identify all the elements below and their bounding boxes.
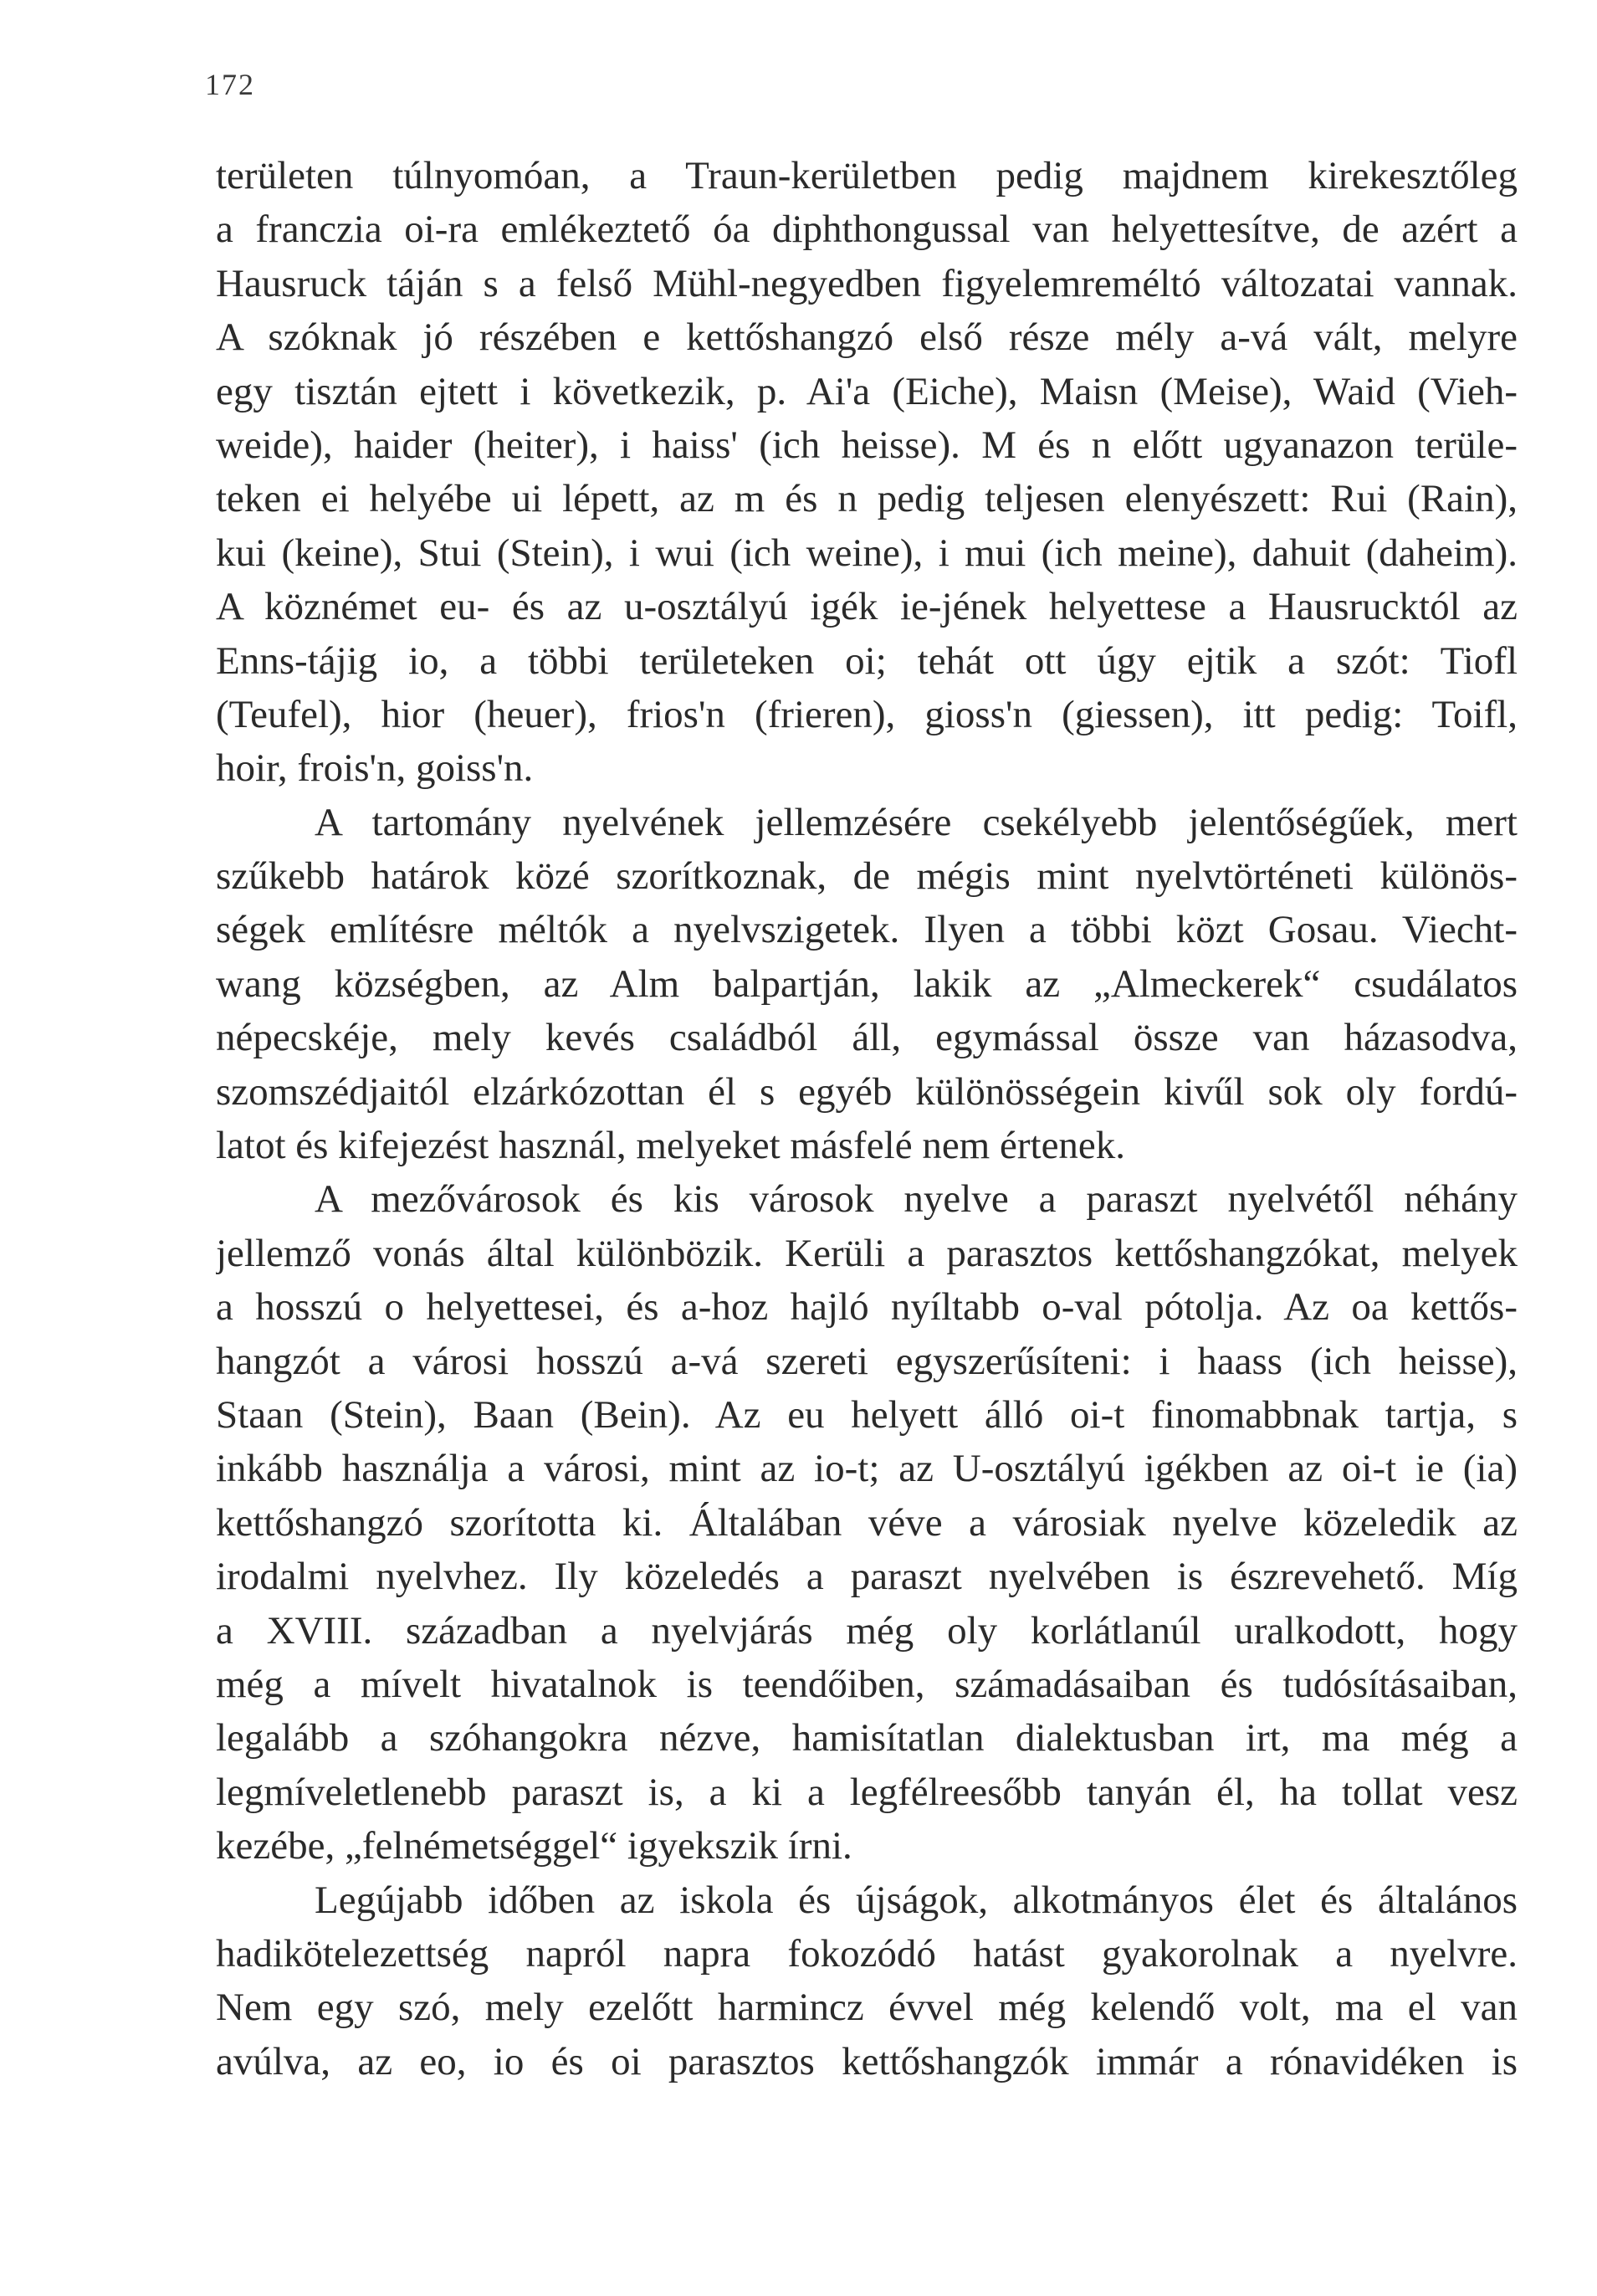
page-number: 172: [205, 68, 255, 101]
text-line: (Teufel), hior (heuer), frios'n (frieren), gioss'n (giessen), itt pedig: Toifl,: [216, 692, 1518, 736]
paragraph-1: [216, 149, 1518, 796]
text-line: népecskéje, mely kevés családból áll, egymással össze van házasodva,: [216, 1016, 1518, 1060]
text-line: Hausruck táján s a felső Mühl-negyedben figyelemreméltó változatai vannak.: [216, 261, 1518, 305]
paragraph-3: [216, 1172, 1518, 1873]
text-line: A tartomány nyelvének jellemzésére csekélyebb jelentőségűek, mert: [315, 800, 1518, 844]
text-line: A köznémet eu- és az u-osztályú igék ie-jének helyettese a Hausrucktól az: [216, 585, 1518, 629]
text-line: Staan (Stein), Baan (Bein). Az eu helyett álló oi-t finomabbnak tartja, s: [216, 1392, 1518, 1437]
text-line: wang községben, az Alm balpartján, lakik az „Almeckerek“ csudálatos: [216, 961, 1518, 1006]
text-line: A mezővárosok és kis városok nyelve a paraszt nyelvétől néhány: [315, 1177, 1518, 1222]
text-line: területen túlnyomóan, a Traun-kerületben pedig majdnem kirekesztőleg: [216, 154, 1518, 197]
text-line: ségek említésre méltók a nyelvszigetek. Ilyen a többi közt Gosau. Viecht-: [216, 908, 1518, 952]
text-line: legmíveletlenebb paraszt is, a ki a legfélreesőbb tanyán él, ha tollat vesz: [216, 1770, 1518, 1814]
text-line: a hosszú o helyettesei, és a-hoz hajló nyíltabb o-val pótolja. Az oa kettős-: [216, 1285, 1518, 1330]
text-line: hoir, frois'n, goiss'n.: [216, 746, 534, 791]
text-line: Enns-tájig io, a többi területeken oi; tehát ott úgy ejtik a szót: Tiofl: [216, 638, 1518, 683]
text-line: avúlva, az eo, io és oi parasztos kettőshangzók immár a rónavidéken is: [216, 2039, 1518, 2083]
text-line: Legújabb időben az iskola és újságok, alkotmányos élet és általános: [315, 1878, 1518, 1922]
text-line: inkább használja a városi, mint az io-t; az U-osztályú igékben az oi-t ie (ia): [216, 1447, 1518, 1491]
text-line: még a mívelt hivatalnok is teendőiben, számadásaiban és tudósításaiban,: [216, 1662, 1518, 1706]
text-line: weide), haider (heiter), i haiss' (ich heisse). M és n előtt ugyanazon terüle-: [216, 423, 1518, 467]
text-line: jellemző vonás által különbözik. Kerüli a parasztos kettőshangzókat, melyek: [216, 1231, 1518, 1275]
paragraph-4: [216, 1873, 1518, 2089]
text-line: kui (keine), Stui (Stein), i wui (ich weine), i mui (ich meine), dahuit (daheim).: [216, 530, 1518, 575]
text-line: hadikötelezettség napról napra fokozódó hatást gyakorolnak a nyelvre.: [216, 1931, 1518, 1976]
text-line: Nem egy szó, mely ezelőtt harmincz évvel még kelendő volt, ma el van: [216, 1986, 1518, 2030]
text-line: szomszédjaitól elzárkózottan él s egyéb különösségein kivűl sok oly fordú-: [216, 1069, 1518, 1114]
text-line: a XVIII. században a nyelvjárás még oly korlátlanúl uralkodott, hogy: [216, 1608, 1518, 1653]
text-line: kezébe, „felnémetséggel“ igyekszik írni.: [216, 1824, 852, 1868]
paragraph-2: [216, 796, 1518, 1173]
text-line: irodalmi nyelvhez. Ily közeledés a paraszt nyelvében is észrevehető. Míg: [216, 1555, 1518, 1599]
text-line: hangzót a városi hosszú a-vá szereti egyszerűsíteni: i haass (ich heisse),: [216, 1339, 1518, 1383]
text-line: teken ei helyébe ui lépett, az m és n pedig teljesen elenyészett: Rui (Rain),: [216, 477, 1518, 521]
text-line: szűkebb határok közé szorítkoznak, de mégis mint nyelvtörténeti különös-: [216, 854, 1518, 899]
text-line: A szóknak jó részében e kettőshangzó első része mély a-vá vált, melyre: [216, 315, 1518, 360]
text-line: latot és kifejezést használ, melyeket másfelé nem értenek.: [216, 1124, 1126, 1168]
text-line: kettőshangzó szorította ki. Általában véve a városiak nyelve közeledik az: [216, 1500, 1518, 1545]
text-body: [216, 149, 1518, 2088]
text-line: egy tisztán ejtett i következik, p. Ai'a (Eiche), Maisn (Meise), Waid (Vieh-: [216, 369, 1518, 413]
text-line: a franczia oi-ra emlékeztető óa diphthongussal van helyettesítve, de azért a: [216, 208, 1518, 252]
text-line: legalább a szóhangokra nézve, hamisítatlan dialektusban irt, ma még a: [216, 1716, 1518, 1760]
